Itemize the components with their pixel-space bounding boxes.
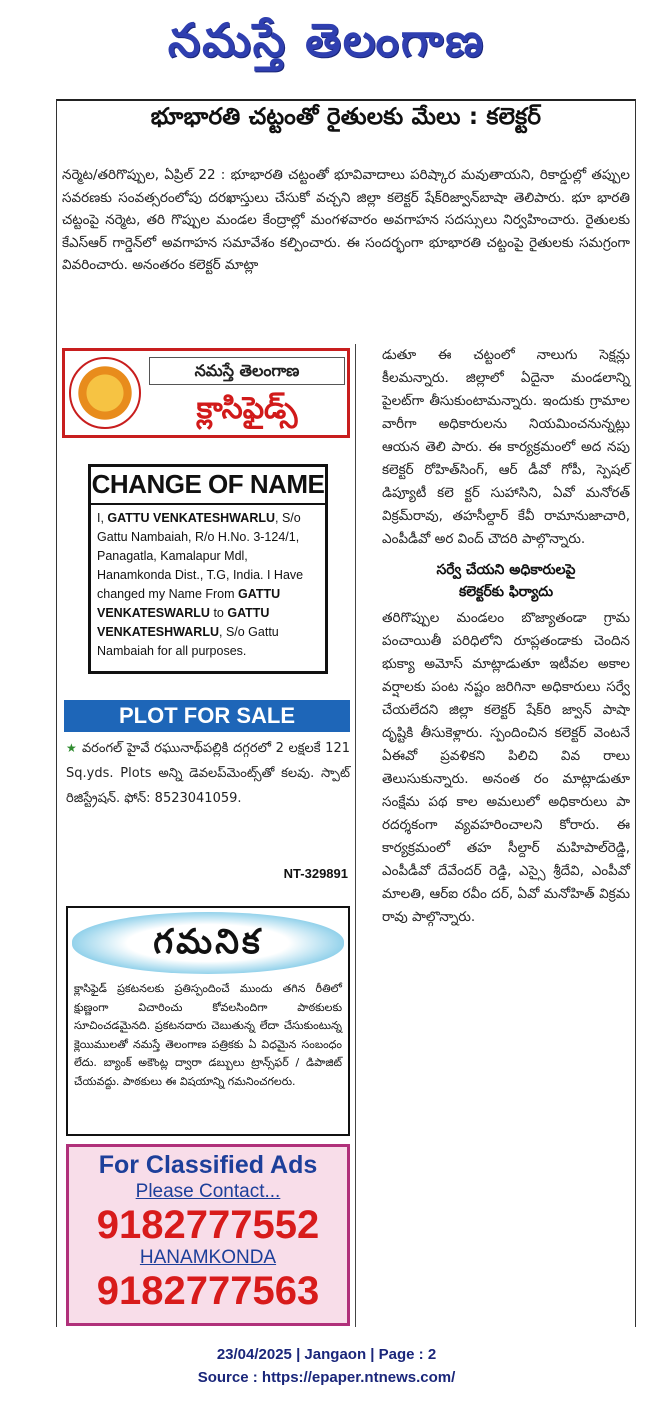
- classifieds-brand: నమస్తే తెలంగాణ: [149, 357, 345, 385]
- cn-name-2: GATTU VENKATESWARLU: [97, 587, 281, 620]
- article-headline: భూభారతి చట్టంతో రైతులకు మేలు : కలెక్టర్: [150, 104, 542, 130]
- ads-heading: For Classified Ads: [98, 1151, 318, 1179]
- classifieds-banner: [62, 348, 350, 438]
- article-right-column: [382, 344, 630, 929]
- cn-name-1: GATTU VENKATESHWARLU: [107, 511, 276, 525]
- ads-phone-1: 9182777552: [96, 1203, 320, 1247]
- ads-city: HANAMKONDA: [139, 1247, 277, 1268]
- subheading-line-2: కలెక్టర్‌కు ఫిర్యాదు: [458, 584, 554, 600]
- notice-title: గమనిక: [72, 912, 344, 974]
- cn-text-3: to: [209, 606, 228, 620]
- subheading-line-1: సర్వే చేయని అధికారులపై: [436, 562, 576, 578]
- cn-name-3: GATTU VENKATESHWARLU: [97, 606, 270, 639]
- article-column-text-2: తరిగొప్పుల మండలం బొజ్యాతండా గ్రామ పంచాయితీ పరిధిలోని రూప్లతండాకు చెందిన భుక్యా అమోస్ మాట్లాడుతూ ఇటీవల అకాల వర్షాలకు పంట నష్టం జరిగినా అధికారులు సర్వే చేయలేదని జిల్లా కలెక్టర్ షేక్‌రి జ్వాన్ పాషా దృష్టికి తీసుకెళ్లారు. స్పందించిన కలెక్టర్ వెంటనే ఏఈవో ప్రవళికని పిలిచి వివ రాలు తెలుసుకున్నారు. అనంత రం మాట్లాడుతూ సంక్షేమ పథ కాల అమలులో అధికారులు పా రదర్శకంగా వ్యవహరించాలని కోరారు. ఈ కార్యక్రమంలో తహ సీల్దార్ మహిపాల్‌రెడ్డి, ఎంపీడీవో దేవేందర్ రెడ్డి, ఎస్సై శ్రీదేవి, ఎంపీవో మాలతి, ఆర్‌ఐ రవీం దర్, ఏవో మనోహిత్ విక్రమ రావు పాల్గొన్నారు.: [382, 610, 630, 925]
- ads-subheading: Please Contact...: [135, 1181, 281, 1202]
- article-column-text-1: డుతూ ఈ చట్టంలో నాలుగు సెక్షన్లు కీలమన్నారు. జిల్లాలో ఏదైనా మండలాన్ని పైలట్‌గా తీసుకుంటామన్నారు. ఇందుకు గ్రామాల వారీగా అధికారులను నియమించనున్నట్లు ఆయన తెలి పారు. ఈ కార్యక్రమంలో అద నపు కలెక్టర్ రోహిత్‌సింగ్, ఆర్ డీవో గోపీ, స్పెషల్ డిప్యూటీ కలె క్టర్ సుహాసిని, ఏవో మనోరత్ విక్రమ్‌రావు, తహసీల్దార్ కేవీ రామానుజాచారి, ఎంపీడీవో అర వింద్ చౌదరి పాల్గొన్నారు.: [382, 347, 630, 547]
- change-of-name-title: CHANGE OF NAME: [91, 467, 325, 505]
- footer-meta: 23/04/2025 | Jangaon | Page : 2: [216, 1346, 437, 1363]
- newspaper-logo: నమస్తే తెలంగాణ: [167, 13, 486, 67]
- classified-ads-contact: [66, 1144, 350, 1326]
- cn-text-4: , S/o Gattu Nambaiah for all purposes.: [97, 625, 279, 658]
- page-footer: [0, 1343, 653, 1389]
- notice-box: [66, 906, 350, 1136]
- change-of-name-body: [97, 509, 319, 661]
- plot-for-sale-title: PLOT FOR SALE: [64, 700, 350, 732]
- plot-for-sale-body: [66, 736, 350, 811]
- change-of-name-ad: [88, 464, 328, 674]
- article-lead-paragraph: నర్మెట/తరిగొప్పుల, ఏప్రిల్ 22 : భూభారతి చట్టంతో భూవివాదాలు పరిష్కార మవుతాయని, రికార్డుల్లో తప్పుల సవరణకు సంవత్సరంలోపు దరఖాస్తులు చేసుకో వచ్చని జిల్లా కలెక్టర్ షేక్‌రిజ్వాన్‌బాషా తెలిపారు. భూ భారతి చట్టంపై నర్మెట, తరి గొప్పుల మండల కేంద్రాల్లో మంగళవారం అవగాహన సదస్సులు నిర్వహించారు. రైతులకు కేఎస్‌ఆర్ గార్డెన్‌లో అవగాహన సమావేశం కల్పించారు. ఈ సందర్భంగా భూభారతి చట్టంపై రైతులకు సమగ్రంగా వివరించారు. అనంతరం కలెక్టర్ మాట్లా: [62, 167, 630, 273]
- classifieds-title: క్లాసిఫైడ్స్: [196, 391, 298, 426]
- classifieds-column: [58, 344, 356, 1327]
- star-icon: ★: [66, 741, 78, 755]
- masthead: [0, 0, 653, 75]
- cn-text-1: I,: [97, 511, 108, 525]
- plot-text: వరంగల్ హైవే రఘునాథ్‌పల్లికి దగ్గరలో 2 లక్షలకే 121 Sq.yds. Plots అన్ని డెవలప్‌మెంట్స్‌తో కలవు. స్పాట్ రిజిస్ట్రేషన్. ఫోన్: 8523041059.: [66, 741, 350, 806]
- classifieds-seal-logo: [69, 357, 141, 429]
- cn-text-2: , S/o Gattu Nambaiah, R/o H.No. 3-124/1, Panagatla, Kamalapur Mdl, Hanamkonda Dist., T.G, India. I Have changed my Name From: [97, 511, 304, 601]
- notice-body: క్లాసిఫైడ్ ప్రకటనలకు ప్రతిస్పందించే ముందు తగిన రీతిలో క్షుణ్ణంగా విచారించు కోవలసిందిగా పాఠకులకు సూచించడమైనది. ప్రకటనదారు చెబుతున్న లేదా చేసుకుంటున్న క్లెయిములతో నమస్తే తెలంగాణ పత్రికకు ఏ విధమైన సంబంధం లేదు. బ్యాంక్ అకౌంట్ల ద్వారా డబ్బులు ట్రాన్స్‌ఫర్ / డిపాజిట్ చేయవద్దు. పాఠకులు ఈ విషయాన్ని గమనించగలరు.: [74, 982, 342, 1088]
- article-subheading: [382, 559, 630, 603]
- ads-phone-2: 9182777563: [96, 1269, 320, 1313]
- plot-ref-number: NT-329891: [283, 866, 348, 881]
- footer-source: Source : https://epaper.ntnews.com/: [197, 1369, 456, 1386]
